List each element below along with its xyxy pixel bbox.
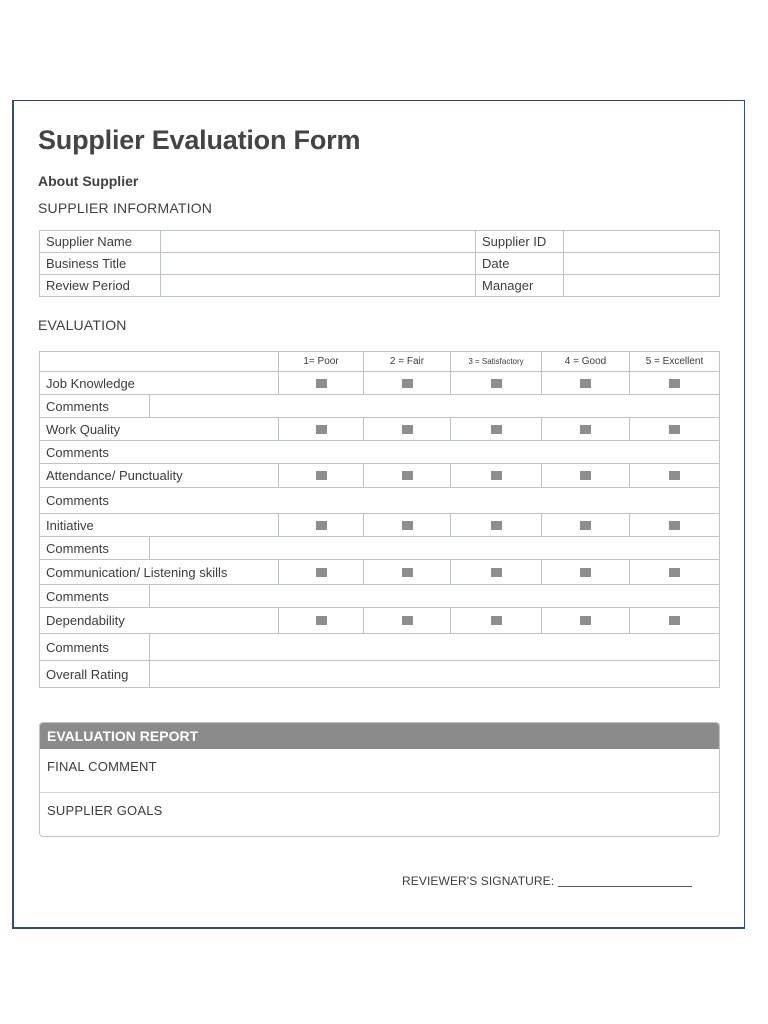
criterion-row: [40, 372, 720, 395]
rating-checkbox[interactable]: [542, 372, 630, 395]
rating-checkbox[interactable]: [364, 372, 451, 395]
final-comment-field[interactable]: [40, 749, 719, 793]
business-title-label: Business Title: [40, 253, 161, 275]
supplier-id-label: Supplier ID: [476, 231, 564, 253]
comments-label: Comments: [40, 488, 720, 514]
comments-label: Comments: [40, 634, 150, 661]
rating-checkbox[interactable]: [364, 560, 451, 585]
comments-row: [40, 488, 720, 514]
criterion-row: [40, 464, 720, 488]
rating-checkbox[interactable]: [279, 372, 364, 395]
supplier-info-table: [39, 230, 720, 297]
manager-label: Manager: [476, 275, 564, 297]
rating-checkbox[interactable]: [630, 372, 720, 395]
overall-rating-field[interactable]: [150, 661, 720, 688]
criterion-row: [40, 514, 720, 537]
table-row: [40, 231, 720, 253]
rating-header-row: [40, 352, 720, 372]
rating-checkbox[interactable]: [279, 464, 364, 488]
comments-label: Comments: [40, 537, 150, 560]
rating-checkbox[interactable]: [542, 608, 630, 634]
rating-checkbox[interactable]: [630, 560, 720, 585]
review-period-label: Review Period: [40, 275, 161, 297]
form-sheet: [12, 100, 745, 929]
supplier-goals-field[interactable]: [40, 793, 719, 837]
supplier-goals-label: SUPPLIER GOALS: [47, 803, 163, 818]
criterion-label: Initiative: [40, 514, 279, 537]
overall-rating-row: [40, 661, 720, 688]
rating-header-fair: 2 = Fair: [364, 352, 451, 372]
date-field[interactable]: [564, 253, 720, 275]
rating-checkbox[interactable]: [630, 608, 720, 634]
signature-label: REVIEWER'S SIGNATURE:: [402, 874, 555, 888]
comments-row: [40, 537, 720, 560]
rating-checkbox[interactable]: [630, 464, 720, 488]
comments-row: [40, 441, 720, 464]
evaluation-report-box: [39, 722, 720, 837]
final-comment-label: FINAL COMMENT: [47, 759, 157, 774]
rating-checkbox[interactable]: [279, 418, 364, 441]
signature-block: [402, 874, 692, 888]
criteria-header-cell: [40, 352, 279, 372]
overall-rating-label: Overall Rating: [40, 661, 150, 688]
rating-checkbox[interactable]: [451, 514, 542, 537]
rating-checkbox[interactable]: [364, 608, 451, 634]
comments-label: Comments: [40, 441, 720, 464]
date-label: Date: [476, 253, 564, 275]
criterion-label: Work Quality: [40, 418, 279, 441]
comments-field[interactable]: [150, 395, 720, 418]
evaluation-table: [39, 351, 720, 688]
supplier-name-field[interactable]: [161, 231, 476, 253]
comments-label: Comments: [40, 585, 150, 608]
comments-field[interactable]: [150, 634, 720, 661]
criterion-row: [40, 608, 720, 634]
rating-checkbox[interactable]: [451, 560, 542, 585]
page-title: Supplier Evaluation Form: [38, 125, 361, 155]
rating-checkbox[interactable]: [542, 418, 630, 441]
rating-header-poor: 1= Poor: [279, 352, 364, 372]
rating-header-excellent: 5 = Excellent: [630, 352, 720, 372]
criterion-label: Dependability: [40, 608, 279, 634]
comments-row: [40, 585, 720, 608]
rating-checkbox[interactable]: [542, 514, 630, 537]
evaluation-heading: EVALUATION: [38, 317, 127, 333]
rating-checkbox[interactable]: [451, 464, 542, 488]
comments-row: [40, 395, 720, 418]
comments-field[interactable]: [150, 585, 720, 608]
evaluation-report-heading: EVALUATION REPORT: [40, 723, 719, 749]
rating-header-good: 4 = Good: [542, 352, 630, 372]
rating-checkbox[interactable]: [630, 418, 720, 441]
rating-checkbox[interactable]: [630, 514, 720, 537]
rating-checkbox[interactable]: [451, 372, 542, 395]
rating-checkbox[interactable]: [364, 418, 451, 441]
supplier-name-label: Supplier Name: [40, 231, 161, 253]
comments-label: Comments: [40, 395, 150, 418]
signature-line[interactable]: [558, 886, 692, 887]
criterion-label: Attendance/ Punctuality: [40, 464, 279, 488]
rating-checkbox[interactable]: [279, 560, 364, 585]
rating-checkbox[interactable]: [451, 418, 542, 441]
rating-checkbox[interactable]: [364, 514, 451, 537]
about-supplier-heading: About Supplier: [38, 173, 139, 189]
criterion-row: [40, 418, 720, 441]
criterion-row: [40, 560, 720, 585]
comments-row: [40, 634, 720, 661]
criterion-label: Job Knowledge: [40, 372, 279, 395]
review-period-field[interactable]: [161, 275, 476, 297]
rating-checkbox[interactable]: [279, 608, 364, 634]
table-row: [40, 275, 720, 297]
supplier-info-heading: SUPPLIER INFORMATION: [38, 200, 213, 216]
table-row: [40, 253, 720, 275]
criterion-label: Communication/ Listening skills: [40, 560, 279, 585]
business-title-field[interactable]: [161, 253, 476, 275]
rating-checkbox[interactable]: [542, 560, 630, 585]
rating-checkbox[interactable]: [542, 464, 630, 488]
supplier-id-field[interactable]: [564, 231, 720, 253]
manager-field[interactable]: [564, 275, 720, 297]
rating-checkbox[interactable]: [451, 608, 542, 634]
comments-field[interactable]: [150, 537, 720, 560]
rating-header-satisfactory: 3 = Satisfactory: [451, 352, 542, 372]
rating-checkbox[interactable]: [364, 464, 451, 488]
rating-checkbox[interactable]: [279, 514, 364, 537]
